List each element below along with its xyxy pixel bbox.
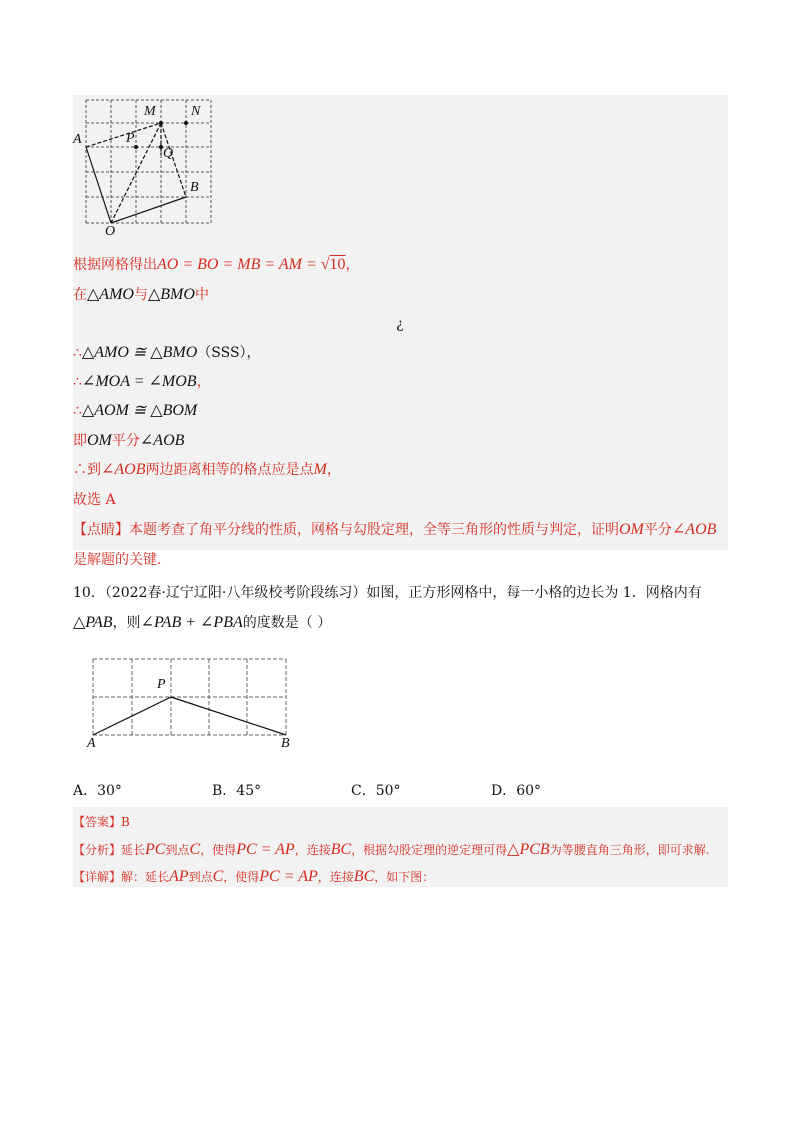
detail-line bbox=[73, 867, 434, 887]
text: 故选 A bbox=[73, 492, 116, 508]
text: ， bbox=[196, 374, 211, 390]
math: M bbox=[313, 461, 327, 478]
text: 的度数是（ ） bbox=[242, 615, 332, 631]
point-label-q: Q bbox=[163, 146, 174, 161]
text: 平分 bbox=[111, 433, 140, 449]
text: ∴ bbox=[73, 345, 82, 361]
question-10-line-2 bbox=[73, 613, 331, 633]
math: ∠AOB bbox=[671, 521, 717, 538]
math: ∠PAB + ∠PBA bbox=[140, 614, 243, 631]
text: ， bbox=[326, 462, 341, 478]
text: ，则 bbox=[112, 615, 141, 631]
text: 在 bbox=[73, 287, 87, 303]
math: PC = AP bbox=[236, 841, 295, 858]
sqrt-value: 10 bbox=[329, 256, 346, 273]
solution-line-7 bbox=[73, 431, 184, 451]
answer-line bbox=[73, 812, 130, 832]
answer-tag: 【答案】 bbox=[73, 815, 122, 829]
text: 延长 bbox=[121, 843, 146, 857]
text: 为等腰直角三角形，即可求解. bbox=[549, 843, 710, 857]
text: 根据网格得出 bbox=[73, 257, 157, 273]
point-label-b: B bbox=[190, 180, 199, 195]
math: △PCB bbox=[507, 841, 550, 858]
text: ， bbox=[345, 257, 360, 273]
comment-tag: 【点睛】 bbox=[73, 522, 129, 538]
sqrt-symbol: √ bbox=[320, 256, 330, 273]
math: PC bbox=[145, 841, 166, 858]
text: 到点 bbox=[165, 843, 190, 857]
solution-line-2 bbox=[73, 285, 209, 305]
math: ∠MOA = ∠MOB bbox=[81, 373, 197, 390]
math: △AMO bbox=[87, 286, 134, 303]
solution-line-8 bbox=[73, 460, 341, 480]
math: AP bbox=[169, 868, 189, 885]
math: △PAB bbox=[73, 614, 113, 631]
solution-line-4 bbox=[73, 343, 261, 363]
question-10-line-1 bbox=[73, 583, 702, 603]
text: ，根据勾股定理的逆定理可得 bbox=[351, 843, 508, 857]
text: 平分 bbox=[643, 522, 672, 538]
point-label-a2: A bbox=[87, 736, 96, 751]
math: ∠AOB bbox=[101, 461, 146, 478]
text: ∴ bbox=[73, 374, 82, 390]
math: OM bbox=[619, 521, 644, 538]
text: 解：延长 bbox=[121, 870, 170, 884]
text: ∴到 bbox=[73, 462, 101, 478]
math: BC bbox=[330, 841, 352, 858]
solution-line-3 bbox=[396, 314, 404, 334]
text: ¿ bbox=[396, 316, 404, 332]
math: AO = BO = MB = AM = bbox=[157, 256, 321, 273]
text: （SSS）， bbox=[197, 345, 261, 361]
text: ，连接 bbox=[294, 843, 331, 857]
point-label-p2: P bbox=[157, 677, 166, 692]
math: OM bbox=[87, 432, 112, 449]
math: BC bbox=[353, 868, 375, 885]
text: 是解题的关键. bbox=[73, 552, 162, 568]
point-label-p: P bbox=[126, 131, 135, 146]
text: ，使得 bbox=[223, 870, 260, 884]
detail-tag: 【详解】 bbox=[73, 870, 122, 884]
solution-line-9 bbox=[73, 490, 116, 510]
math: C bbox=[189, 841, 201, 858]
point-label-m: M bbox=[144, 104, 156, 119]
point-label-n: N bbox=[191, 104, 201, 119]
math: △BMO bbox=[147, 286, 195, 303]
comment-line-2 bbox=[73, 550, 161, 570]
option-b: B．45° bbox=[212, 783, 262, 799]
answer-value: B bbox=[121, 815, 130, 829]
option-c: C．50° bbox=[351, 783, 401, 799]
option-d: D．60° bbox=[491, 783, 542, 799]
math: △AMO ≅ △BMO bbox=[81, 344, 198, 361]
text: 与 bbox=[133, 287, 148, 303]
math: PC = AP bbox=[259, 868, 318, 885]
solution-line-1 bbox=[73, 255, 360, 275]
point-label-a: A bbox=[73, 132, 82, 147]
text: 中 bbox=[194, 287, 209, 303]
analysis-tag: 【分析】 bbox=[73, 843, 122, 857]
comment-line-1 bbox=[73, 520, 716, 540]
math: △AOM ≅ △BOM bbox=[81, 402, 198, 419]
text: ∴ bbox=[73, 403, 82, 419]
figure-grid-pab bbox=[88, 655, 293, 745]
math: ∠AOB bbox=[139, 432, 185, 449]
solution-line-6 bbox=[73, 401, 197, 421]
text: 到点 bbox=[188, 870, 213, 884]
text: 10．（2022春·辽宁辽阳·八年级校考阶段练习）如图，正方形网格中，每一小格的边长为 1．网格内有 bbox=[73, 585, 702, 601]
analysis-line bbox=[73, 840, 710, 860]
text: 本题考查了角平分线的性质，网格与勾股定理，全等三角形的性质与判定，证明 bbox=[129, 522, 619, 538]
text: 两边距离相等的格点应是点 bbox=[145, 462, 314, 478]
text: ，如下图： bbox=[374, 870, 435, 884]
point-label-b2: B bbox=[281, 736, 290, 751]
text: ，使得 bbox=[200, 843, 237, 857]
option-a: A．30° bbox=[73, 783, 122, 799]
point-label-o: O bbox=[105, 224, 116, 239]
solution-line-5 bbox=[73, 372, 211, 392]
text: ，连接 bbox=[317, 870, 354, 884]
math: C bbox=[212, 868, 224, 885]
text: 即 bbox=[73, 433, 87, 449]
